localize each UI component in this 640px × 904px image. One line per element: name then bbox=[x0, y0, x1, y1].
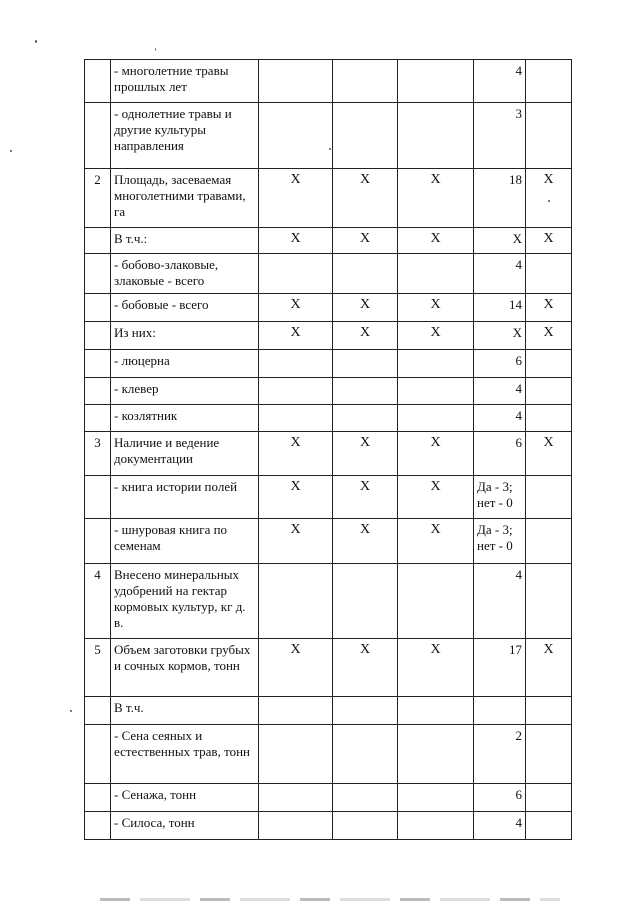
column-5-cell bbox=[526, 784, 572, 812]
table-row bbox=[85, 784, 572, 812]
column-5-cell bbox=[526, 350, 572, 378]
column-3-cell: X bbox=[398, 228, 474, 254]
scan-speck bbox=[155, 48, 156, 51]
column-2-cell: X bbox=[333, 432, 398, 476]
criterion-text-cell: - шнуровая книга по семенам bbox=[111, 519, 259, 564]
column-1-cell bbox=[259, 103, 333, 169]
column-3-cell: X bbox=[398, 639, 474, 697]
table-row bbox=[85, 228, 572, 254]
score-cell: 4 bbox=[474, 564, 526, 639]
column-1-cell: X bbox=[259, 519, 333, 564]
score-cell: 2 bbox=[474, 725, 526, 784]
row-number-cell bbox=[85, 476, 111, 519]
score-cell: 4 bbox=[474, 378, 526, 405]
criterion-text-cell: - люцерна bbox=[111, 350, 259, 378]
column-3-cell bbox=[398, 564, 474, 639]
table-row bbox=[85, 322, 572, 350]
criterion-text-cell: - Сенажа, тонн bbox=[111, 784, 259, 812]
table-row bbox=[85, 639, 572, 697]
column-5-cell: X bbox=[526, 639, 572, 697]
column-1-cell: X bbox=[259, 294, 333, 322]
table-row bbox=[85, 350, 572, 378]
score-cell: 17 bbox=[474, 639, 526, 697]
column-2-cell bbox=[333, 784, 398, 812]
column-1-cell bbox=[259, 812, 333, 840]
table-row bbox=[85, 476, 572, 519]
row-number-cell bbox=[85, 294, 111, 322]
column-2-cell bbox=[333, 60, 398, 103]
column-2-cell bbox=[333, 350, 398, 378]
table-row bbox=[85, 378, 572, 405]
criterion-text-cell: Объем заготовки грубых и сочных кормов, тонн bbox=[111, 639, 259, 697]
criterion-text-cell: - многолетние травы прошлых лет bbox=[111, 60, 259, 103]
column-2-cell bbox=[333, 812, 398, 840]
score-cell: 4 bbox=[474, 812, 526, 840]
column-1-cell: X bbox=[259, 639, 333, 697]
table-row bbox=[85, 432, 572, 476]
column-5-cell bbox=[526, 697, 572, 725]
column-3-cell bbox=[398, 812, 474, 840]
score-cell: 3 bbox=[474, 103, 526, 169]
row-number-cell bbox=[85, 322, 111, 350]
column-2-cell bbox=[333, 725, 398, 784]
score-cell bbox=[474, 697, 526, 725]
score-cell: 4 bbox=[474, 254, 526, 294]
table-row bbox=[85, 254, 572, 294]
row-number-cell: 3 bbox=[85, 432, 111, 476]
column-5-cell: X bbox=[526, 228, 572, 254]
criterion-text-cell: - козлятник bbox=[111, 405, 259, 432]
column-2-cell bbox=[333, 405, 398, 432]
score-cell: 4 bbox=[474, 60, 526, 103]
row-number-cell: 2 bbox=[85, 169, 111, 228]
scan-speck bbox=[70, 710, 72, 712]
row-number-cell bbox=[85, 812, 111, 840]
column-1-cell: X bbox=[259, 228, 333, 254]
table-row bbox=[85, 564, 572, 639]
column-5-cell: X bbox=[526, 432, 572, 476]
row-number-cell: 5 bbox=[85, 639, 111, 697]
criterion-text-cell: - клевер bbox=[111, 378, 259, 405]
column-2-cell: X bbox=[333, 639, 398, 697]
column-1-cell bbox=[259, 350, 333, 378]
table-body bbox=[85, 60, 572, 840]
table-row bbox=[85, 294, 572, 322]
row-number-cell bbox=[85, 103, 111, 169]
column-1-cell bbox=[259, 378, 333, 405]
column-3-cell bbox=[398, 60, 474, 103]
column-3-cell bbox=[398, 405, 474, 432]
criterion-text-cell: - Силоса, тонн bbox=[111, 812, 259, 840]
row-number-cell bbox=[85, 254, 111, 294]
column-3-cell: X bbox=[398, 294, 474, 322]
column-1-cell bbox=[259, 60, 333, 103]
table-row bbox=[85, 405, 572, 432]
column-1-cell bbox=[259, 564, 333, 639]
criterion-text-cell: - книга истории полей bbox=[111, 476, 259, 519]
scan-speck bbox=[35, 40, 37, 43]
column-2-cell bbox=[333, 697, 398, 725]
row-number-cell bbox=[85, 725, 111, 784]
column-3-cell bbox=[398, 697, 474, 725]
criterion-text-cell: Внесено минеральных удобрений на гектар кормовых культур, кг д. в. bbox=[111, 564, 259, 639]
scan-speck bbox=[10, 150, 12, 152]
column-3-cell bbox=[398, 725, 474, 784]
criterion-text-cell: Из них: bbox=[111, 322, 259, 350]
criterion-text-cell: В т.ч. bbox=[111, 697, 259, 725]
column-3-cell bbox=[398, 350, 474, 378]
column-1-cell: X bbox=[259, 476, 333, 519]
score-cell: 14 bbox=[474, 294, 526, 322]
row-number-cell bbox=[85, 697, 111, 725]
score-cell: Да - 3; нет - 0 bbox=[474, 476, 526, 519]
column-2-cell: X bbox=[333, 322, 398, 350]
row-number-cell bbox=[85, 784, 111, 812]
column-5-cell: X bbox=[526, 169, 572, 228]
score-cell: 4 bbox=[474, 405, 526, 432]
column-3-cell: X bbox=[398, 519, 474, 564]
row-number-cell bbox=[85, 519, 111, 564]
row-number-cell bbox=[85, 405, 111, 432]
column-3-cell: X bbox=[398, 169, 474, 228]
column-3-cell bbox=[398, 784, 474, 812]
column-2-cell bbox=[333, 103, 398, 169]
criterion-text-cell: - Сена сеяных и естественных трав, тонн bbox=[111, 725, 259, 784]
column-2-cell: X bbox=[333, 294, 398, 322]
column-5-cell bbox=[526, 378, 572, 405]
column-5-cell bbox=[526, 60, 572, 103]
column-5-cell bbox=[526, 103, 572, 169]
table-row bbox=[85, 103, 572, 169]
table-row bbox=[85, 60, 572, 103]
table-row bbox=[85, 519, 572, 564]
column-1-cell: X bbox=[259, 169, 333, 228]
column-5-cell bbox=[526, 519, 572, 564]
row-number-cell: 4 bbox=[85, 564, 111, 639]
scan-speck bbox=[329, 148, 331, 150]
column-2-cell: X bbox=[333, 519, 398, 564]
column-2-cell bbox=[333, 564, 398, 639]
criterion-text-cell: - бобово-злаковые, злаковые - всего bbox=[111, 254, 259, 294]
column-5-cell bbox=[526, 476, 572, 519]
column-5-cell bbox=[526, 405, 572, 432]
column-2-cell: X bbox=[333, 228, 398, 254]
column-3-cell: X bbox=[398, 432, 474, 476]
column-5-cell: X bbox=[526, 322, 572, 350]
row-number-cell bbox=[85, 228, 111, 254]
column-1-cell bbox=[259, 405, 333, 432]
score-cell: X bbox=[474, 322, 526, 350]
criterion-text-cell: Площадь, засеваемая многолетними травами, га bbox=[111, 169, 259, 228]
column-3-cell bbox=[398, 378, 474, 405]
scan-speck bbox=[548, 200, 550, 202]
column-1-cell: X bbox=[259, 322, 333, 350]
column-3-cell bbox=[398, 254, 474, 294]
column-3-cell bbox=[398, 103, 474, 169]
criterion-text-cell: - однолетние травы и другие культуры направления bbox=[111, 103, 259, 169]
column-2-cell bbox=[333, 378, 398, 405]
table-row bbox=[85, 169, 572, 228]
column-5-cell: X bbox=[526, 294, 572, 322]
row-number-cell bbox=[85, 378, 111, 405]
table-row bbox=[85, 697, 572, 725]
column-5-cell bbox=[526, 725, 572, 784]
column-1-cell bbox=[259, 784, 333, 812]
row-number-cell bbox=[85, 350, 111, 378]
row-number-cell bbox=[85, 60, 111, 103]
column-1-cell bbox=[259, 254, 333, 294]
column-1-cell bbox=[259, 725, 333, 784]
criterion-text-cell: В т.ч.: bbox=[111, 228, 259, 254]
column-2-cell bbox=[333, 254, 398, 294]
criterion-text-cell: Наличие и ведение документации bbox=[111, 432, 259, 476]
column-3-cell: X bbox=[398, 476, 474, 519]
criteria-table bbox=[84, 59, 572, 840]
score-cell: 6 bbox=[474, 432, 526, 476]
table-row bbox=[85, 725, 572, 784]
score-cell: X bbox=[474, 228, 526, 254]
score-cell: 6 bbox=[474, 784, 526, 812]
column-3-cell: X bbox=[398, 322, 474, 350]
column-2-cell: X bbox=[333, 476, 398, 519]
column-1-cell bbox=[259, 697, 333, 725]
table-row bbox=[85, 812, 572, 840]
column-1-cell: X bbox=[259, 432, 333, 476]
column-2-cell: X bbox=[333, 169, 398, 228]
column-5-cell bbox=[526, 254, 572, 294]
score-cell: Да - 3; нет - 0 bbox=[474, 519, 526, 564]
column-5-cell bbox=[526, 812, 572, 840]
criterion-text-cell: - бобовые - всего bbox=[111, 294, 259, 322]
column-5-cell bbox=[526, 564, 572, 639]
score-cell: 6 bbox=[474, 350, 526, 378]
scan-edge-artifact bbox=[100, 898, 560, 901]
score-cell: 18 bbox=[474, 169, 526, 228]
